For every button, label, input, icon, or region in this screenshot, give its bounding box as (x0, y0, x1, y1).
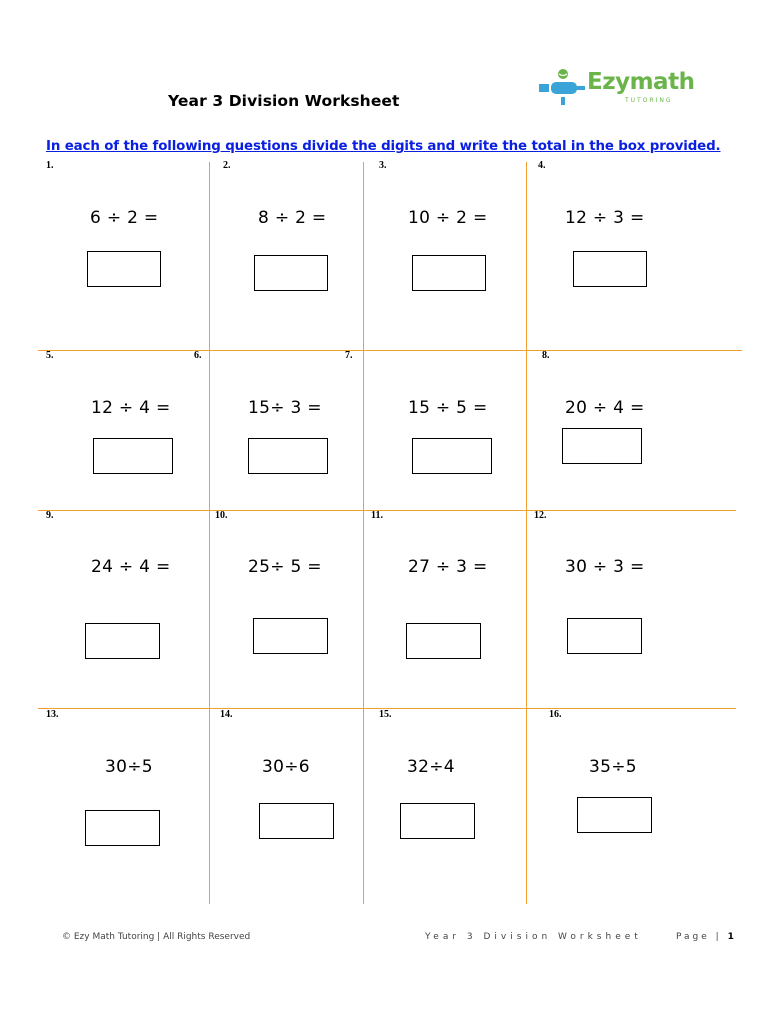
question-number: 10. (215, 510, 228, 521)
question-expression: 30 ÷ 3 = (565, 557, 645, 577)
question-expression: 25÷ 5 = (248, 557, 322, 577)
logo-tagline: TUTORING (625, 97, 673, 104)
footer-doc-title: Year 3 Division Worksheet (425, 932, 642, 942)
question-expression: 24 ÷ 4 = (91, 557, 171, 577)
question-expression: 35÷5 (589, 757, 637, 777)
ezymath-logo (537, 67, 695, 111)
answer-box[interactable] (253, 618, 328, 654)
question-expression: 6 ÷ 2 = (90, 208, 159, 228)
answer-box[interactable] (573, 251, 647, 287)
logo-brand: Ezymath (587, 69, 695, 95)
question-number: 9. (46, 510, 54, 521)
question-number: 2. (223, 160, 231, 171)
question-expression: 15 ÷ 5 = (408, 398, 488, 418)
answer-box[interactable] (87, 251, 161, 287)
footer-copyright: © Ezy Math Tutoring | All Rights Reserved (62, 932, 251, 942)
question-expression: 30÷6 (262, 757, 310, 777)
answer-box[interactable] (567, 618, 642, 654)
answer-box[interactable] (412, 438, 492, 474)
answer-box[interactable] (577, 797, 652, 833)
answer-box[interactable] (400, 803, 475, 839)
question-expression: 12 ÷ 4 = (91, 398, 171, 418)
question-number: 14. (220, 709, 233, 720)
question-expression: 27 ÷ 3 = (408, 557, 488, 577)
answer-box[interactable] (254, 255, 328, 291)
question-expression: 15÷ 3 = (248, 398, 322, 418)
question-expression: 30÷5 (105, 757, 153, 777)
answer-box[interactable] (259, 803, 334, 839)
question-number: 1. (46, 160, 54, 171)
question-number: 8. (542, 350, 550, 361)
instructions: In each of the following questions divide the digits and write the total in the box provided. (46, 139, 721, 154)
worksheet-title: Year 3 Division Worksheet (168, 92, 400, 110)
grid-divider (38, 510, 736, 511)
answer-box[interactable] (562, 428, 642, 464)
question-expression: 32÷4 (407, 757, 455, 777)
question-number: 6. (194, 350, 202, 361)
footer-page-label: Page | (676, 932, 722, 942)
grid-divider (526, 162, 527, 904)
footer-page (676, 932, 734, 942)
question-number: 5. (46, 350, 54, 361)
footer-page-number: 1 (727, 932, 734, 942)
question-number: 15. (379, 709, 392, 720)
answer-box[interactable] (406, 623, 481, 659)
question-expression: 12 ÷ 3 = (565, 208, 645, 228)
answer-box[interactable] (93, 438, 173, 474)
question-number: 13. (46, 709, 59, 720)
grid-divider (209, 162, 210, 904)
question-number: 11. (371, 510, 383, 521)
question-number: 3. (379, 160, 387, 171)
question-number: 12. (534, 510, 547, 521)
question-number: 4. (538, 160, 546, 171)
question-number: 7. (345, 350, 353, 361)
answer-box[interactable] (85, 810, 160, 846)
answer-box[interactable] (412, 255, 486, 291)
question-expression: 8 ÷ 2 = (258, 208, 327, 228)
answer-box[interactable] (248, 438, 328, 474)
grid-divider (38, 350, 742, 351)
question-number: 16. (549, 709, 562, 720)
answer-box[interactable] (85, 623, 160, 659)
logo-mascot-icon (537, 67, 587, 111)
grid-divider (363, 162, 364, 904)
question-expression: 20 ÷ 4 = (565, 398, 645, 418)
question-expression: 10 ÷ 2 = (408, 208, 488, 228)
